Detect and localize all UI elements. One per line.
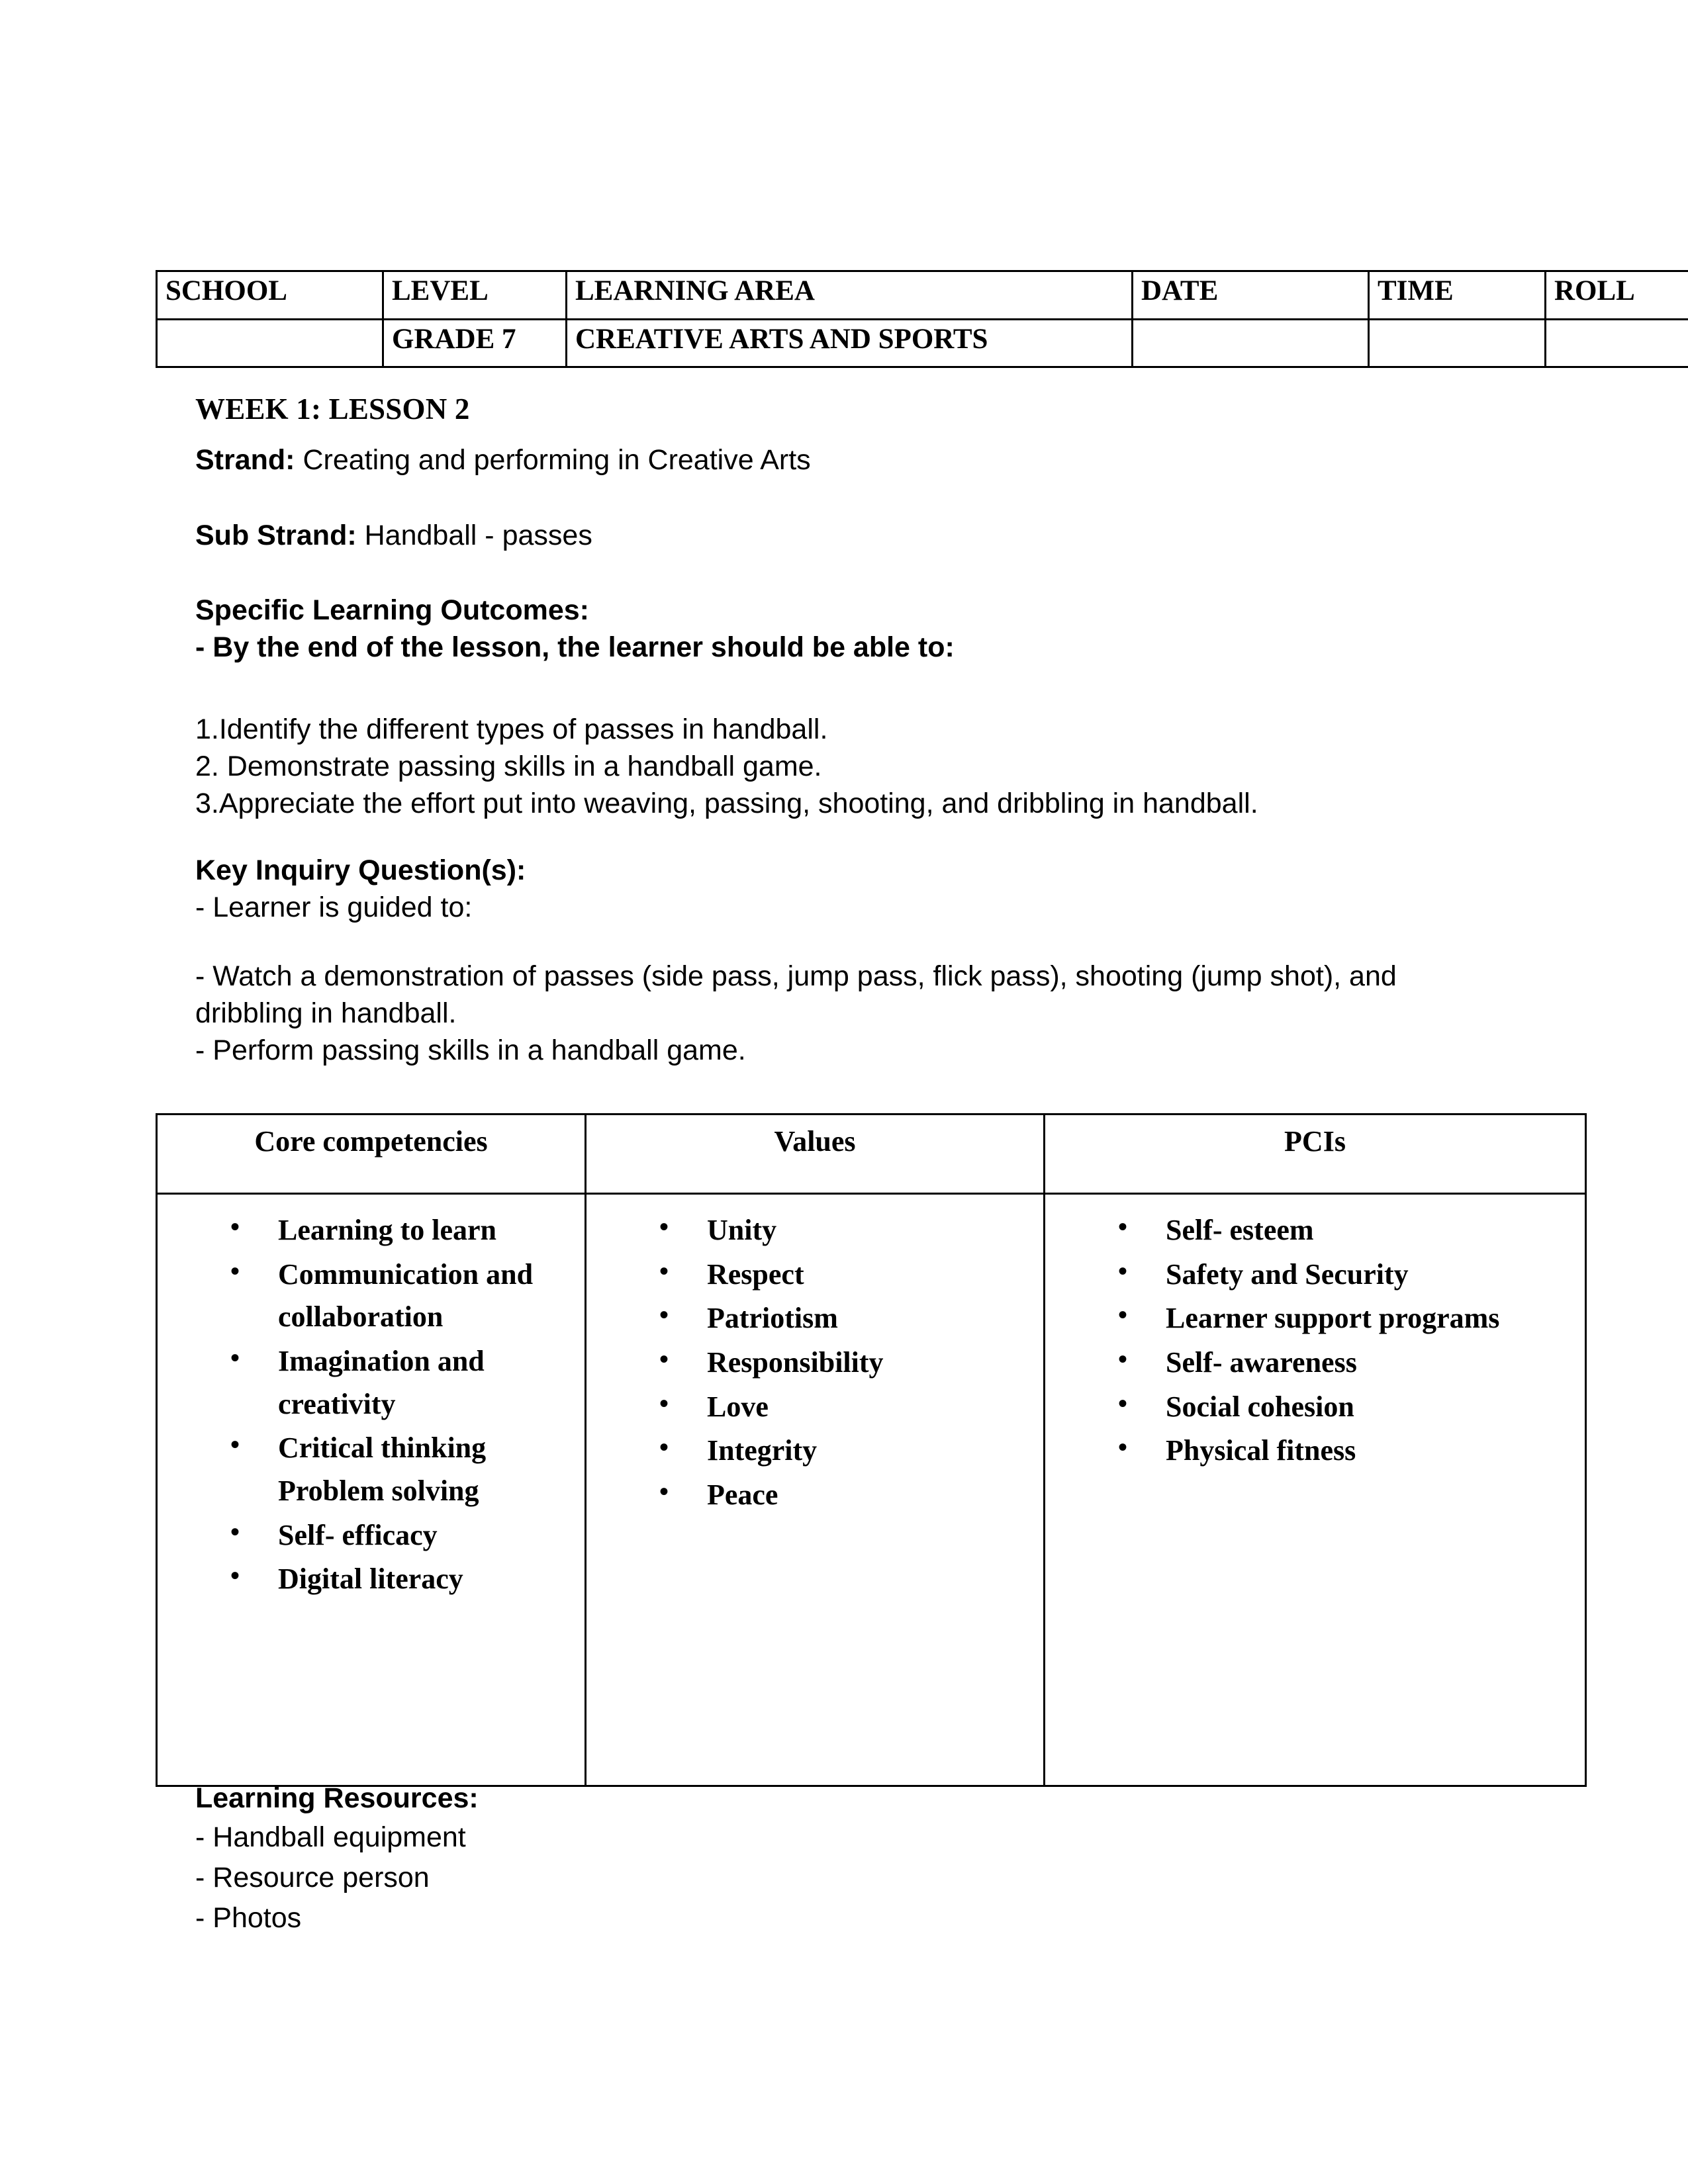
cell-core-competencies: [157, 1194, 586, 1786]
slo-subheading: - By the end of the lesson, the learner should be able to:: [195, 631, 955, 663]
list-item: • Integrity: [659, 1430, 1043, 1473]
list-item: • Unity: [659, 1209, 1043, 1252]
slo-item-1: 1.Identify the different types of passes in handball.: [195, 713, 828, 745]
pcis-list: [1045, 1209, 1585, 1473]
column-header-values: Values: [586, 1115, 1045, 1194]
value-cell-roll[interactable]: [1546, 319, 1688, 367]
strand-label: Strand:: [195, 444, 295, 476]
header-cell-level: LEVEL: [383, 271, 567, 320]
list-item: • Digital literacy: [230, 1558, 585, 1601]
guided-item-2: - Perform passing skills in a handball game.: [195, 1034, 746, 1066]
table-row-content: [157, 1194, 1586, 1786]
kiq-subheading: - Learner is guided to:: [195, 891, 473, 923]
cell-pcis: [1045, 1194, 1586, 1786]
learning-resources-heading: Learning Resources:: [195, 1782, 479, 1814]
strand-line: [195, 442, 811, 479]
slo-item-3: 3.Appreciate the effort put into weaving, passing, shooting, and dribbling in handball.: [195, 787, 1258, 819]
sub-strand-line: [195, 518, 592, 555]
list-item: • Communication and collaboration: [230, 1253, 585, 1339]
list-item: • Self- awareness: [1118, 1342, 1585, 1385]
week-lesson-title: WEEK 1: LESSON 2: [195, 392, 470, 426]
guided-activities-block: [195, 958, 1479, 1069]
learning-resource-item: - Handball equipment: [195, 1821, 466, 1853]
list-item: • Critical thinking Problem solving: [230, 1427, 585, 1512]
specific-learning-outcomes-list: [195, 711, 1258, 823]
specific-learning-outcomes-heading-block: [195, 592, 955, 666]
list-item: • Self- efficacy: [230, 1514, 585, 1557]
learning-resources-block: [195, 1780, 479, 1938]
list-item: • Learning to learn: [230, 1209, 585, 1252]
list-item: • Safety and Security: [1118, 1253, 1585, 1297]
strand-block: [195, 442, 811, 479]
slo-item-2: 2. Demonstrate passing skills in a handball game.: [195, 750, 822, 782]
learning-resource-item: - Resource person: [195, 1861, 430, 1893]
sub-strand-value: Handball - passes: [364, 520, 592, 551]
value-cell-learning-area[interactable]: CREATIVE ARTS AND SPORTS: [567, 319, 1133, 367]
list-item: • Imagination and creativity: [230, 1340, 585, 1426]
table-row-values: [157, 319, 1688, 367]
cell-values: [586, 1194, 1045, 1786]
header-cell-roll: ROLL: [1546, 271, 1688, 320]
lesson-header-table: [156, 270, 1688, 368]
slo-heading: Specific Learning Outcomes:: [195, 594, 589, 626]
strand-value: Creating and performing in Creative Arts: [303, 444, 811, 476]
list-item: • Love: [659, 1386, 1043, 1429]
value-cell-school[interactable]: [157, 319, 383, 367]
list-item: • Self- esteem: [1118, 1209, 1585, 1252]
value-cell-time[interactable]: [1369, 319, 1546, 367]
sub-strand-block: [195, 518, 592, 555]
list-item: • Social cohesion: [1118, 1386, 1585, 1429]
list-item: • Respect: [659, 1253, 1043, 1297]
learning-resource-item: - Photos: [195, 1901, 302, 1934]
header-cell-learning-area: LEARNING AREA: [567, 271, 1133, 320]
list-item: • Responsibility: [659, 1342, 1043, 1385]
sub-strand-label: Sub Strand:: [195, 520, 357, 551]
table-row-headers: [157, 271, 1688, 320]
values-list: [586, 1209, 1043, 1517]
value-cell-date[interactable]: [1133, 319, 1369, 367]
header-cell-date: DATE: [1133, 271, 1369, 320]
core-competencies-list: [158, 1209, 585, 1601]
list-item: • Peace: [659, 1474, 1043, 1517]
list-item: • Physical fitness: [1118, 1430, 1585, 1473]
value-cell-level[interactable]: GRADE 7: [383, 319, 567, 367]
list-item: • Learner support programs: [1118, 1297, 1585, 1340]
key-inquiry-question-block: [195, 852, 526, 927]
column-header-pcis: PCIs: [1045, 1115, 1586, 1194]
guided-item-1: - Watch a demonstration of passes (side pass, jump pass, flick pass), shooting (jump shot), and dribbling in handball.: [195, 960, 1397, 1029]
table-row-header: [157, 1115, 1586, 1194]
competencies-values-pcis-table: [156, 1113, 1587, 1787]
kiq-heading: Key Inquiry Question(s):: [195, 854, 526, 886]
list-item: • Patriotism: [659, 1297, 1043, 1340]
header-cell-school: SCHOOL: [157, 271, 383, 320]
column-header-core-competencies: Core competencies: [157, 1115, 586, 1194]
header-cell-time: TIME: [1369, 271, 1546, 320]
